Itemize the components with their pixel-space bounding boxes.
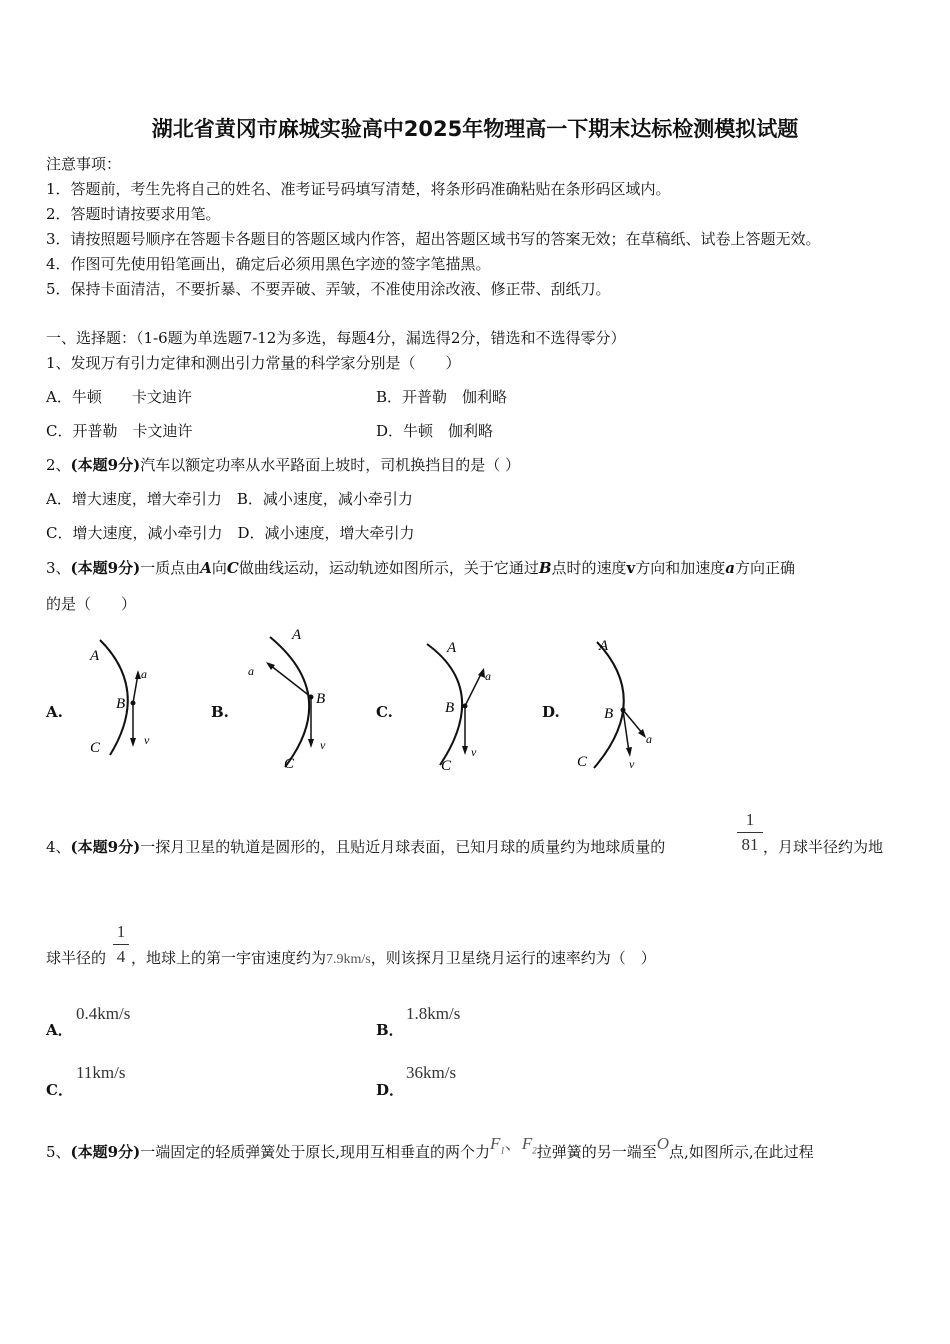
svg-text:a: a xyxy=(485,669,491,683)
q3-stem-line2: 的是（ ） xyxy=(46,595,137,613)
q3-figure-c xyxy=(415,630,515,775)
notice-item: 2．答题时请按要求用笔。 xyxy=(46,205,221,223)
q3-option-a-label: A. xyxy=(46,703,63,721)
q3-stem: 3、(本题9分)一质点由A向C做曲线运动，运动轨迹如图所示，关于它通过B点时的速度v方向和加速度a方向正确 xyxy=(46,559,796,577)
q5-stem: 5、(本题9分)一端固定的轻质弹簧处于原长,现用互相垂直的两个力$F_1$、$F_2$拉弹簧的另一端至O点,如图所示,在此过程 xyxy=(46,1134,814,1161)
svg-text:v: v xyxy=(320,738,326,752)
svg-text:A: A xyxy=(599,638,609,654)
q1-option-d: D．牛顿 伽利略 xyxy=(376,422,494,440)
svg-text:v: v xyxy=(471,745,477,759)
q3-option-d-label: D. xyxy=(542,703,560,721)
svg-text:B: B xyxy=(604,706,614,722)
svg-text:B: B xyxy=(445,700,455,716)
point-a-label: A xyxy=(90,648,100,664)
q3-option-b-label: B. xyxy=(211,703,229,721)
notice-item: 5．保持卡面清洁，不要折暴、不要弄破、弄皱，不准使用涂改液、修正带、刮纸刀。 xyxy=(46,280,611,298)
page-title: 湖北省黄冈市麻城实验高中2025年物理高一下期末达标检测模拟试题 xyxy=(151,117,799,141)
first-cosmic-speed: 7.9km/s xyxy=(326,952,371,967)
notice-heading: 注意事项： xyxy=(46,155,122,173)
svg-text:A: A xyxy=(292,627,302,643)
point-o: O xyxy=(656,1134,670,1153)
q2-text: 汽车以额定功率从水平路面上坡时，司机换挡目的是（ ） xyxy=(140,456,520,474)
velocity-label: v xyxy=(144,733,150,747)
q3-figure-b xyxy=(240,625,340,775)
q1-option-c: C．开普勒 卡文迪许 xyxy=(46,422,193,440)
q3-option-c-label: C. xyxy=(376,703,393,721)
q4-stem-line2a: 球半径的 xyxy=(46,949,107,967)
svg-text:C: C xyxy=(441,758,452,774)
q4-stem-line2b: ，地球上的第一宇宙速度约为7.9km/s，则该探月卫星绕月运行的速率约为（ ） xyxy=(131,949,656,967)
q1-option-b: B．开普勒 伽利略 xyxy=(376,388,508,406)
q4-option-a-label: A． xyxy=(46,1021,73,1039)
point-c-label: C xyxy=(90,740,101,756)
point-b-label: B xyxy=(116,696,126,712)
q4-stem-line1: 4、(本题9分)一探月卫星的轨道是圆形的，且贴近月球表面，已知月球的质量约为地球质量的 xyxy=(46,838,666,856)
section-heading: 一、选择题：（1-6题为单选题7-12为多选，每题4分，漏选得2分，错选和不选得零分） xyxy=(46,329,626,347)
q4-option-c-label: C． xyxy=(46,1081,73,1099)
q3-figure-d xyxy=(572,630,672,775)
svg-text:C: C xyxy=(577,754,588,770)
q2-options-ab: A．增大速度，增大牵引力 B．减小速度，减小牵引力 xyxy=(46,490,413,508)
q4-option-c-value: 11km/s xyxy=(76,1063,126,1082)
notice-item: 3．请按照题号顺序在答题卡各题目的答题区域内作答，超出答题区域书写的答案无效；在草稿纸、试卷上答题无效。 xyxy=(46,230,821,248)
q4-option-d-value: 36km/s xyxy=(406,1063,457,1082)
svg-text:a: a xyxy=(248,664,254,678)
q2-options-cd: C．增大速度，减小牵引力 D．减小速度，增大牵引力 xyxy=(46,524,415,542)
accel-label: a xyxy=(141,667,147,681)
svg-text:A: A xyxy=(447,640,457,656)
q3-figure-a xyxy=(80,630,170,770)
q4-option-a-value: 0.4km/s xyxy=(76,1004,131,1023)
force-f1: $F_1$、 xyxy=(489,1134,522,1156)
notice-item: 4．作图可先使用铅笔画出，确定后必须用黑色字迹的签字笔描黑。 xyxy=(46,255,491,273)
q2-stem xyxy=(46,454,520,475)
q2-score-tag: (本题9分) xyxy=(70,456,141,474)
svg-text:B: B xyxy=(316,691,326,707)
q2-number: 2、 xyxy=(46,456,71,474)
notice-item: 1．答题前，考生先将自己的姓名、准考证号码填写清楚，将条形码准确粘贴在条形码区域内。 xyxy=(46,180,671,198)
q4-stem-tail: ，月球半径约为地 xyxy=(763,838,884,856)
q1-stem: 1、发现万有引力定律和测出引力常量的科学家分别是（ ） xyxy=(46,354,461,372)
svg-text:a: a xyxy=(646,732,652,746)
q4-option-b-label: B． xyxy=(376,1021,404,1039)
q4-option-d-label: D． xyxy=(376,1081,405,1099)
force-f2: $F_2$ xyxy=(521,1134,537,1156)
svg-text:v: v xyxy=(629,757,635,771)
fraction-1-81: 1 81 xyxy=(737,810,763,855)
q4-option-b-value: 1.8km/s xyxy=(406,1004,461,1023)
fraction-1-4: 1 4 xyxy=(113,922,129,967)
svg-text:C: C xyxy=(284,756,295,772)
q1-option-a: A．牛顿 卡文迪许 xyxy=(46,388,192,406)
